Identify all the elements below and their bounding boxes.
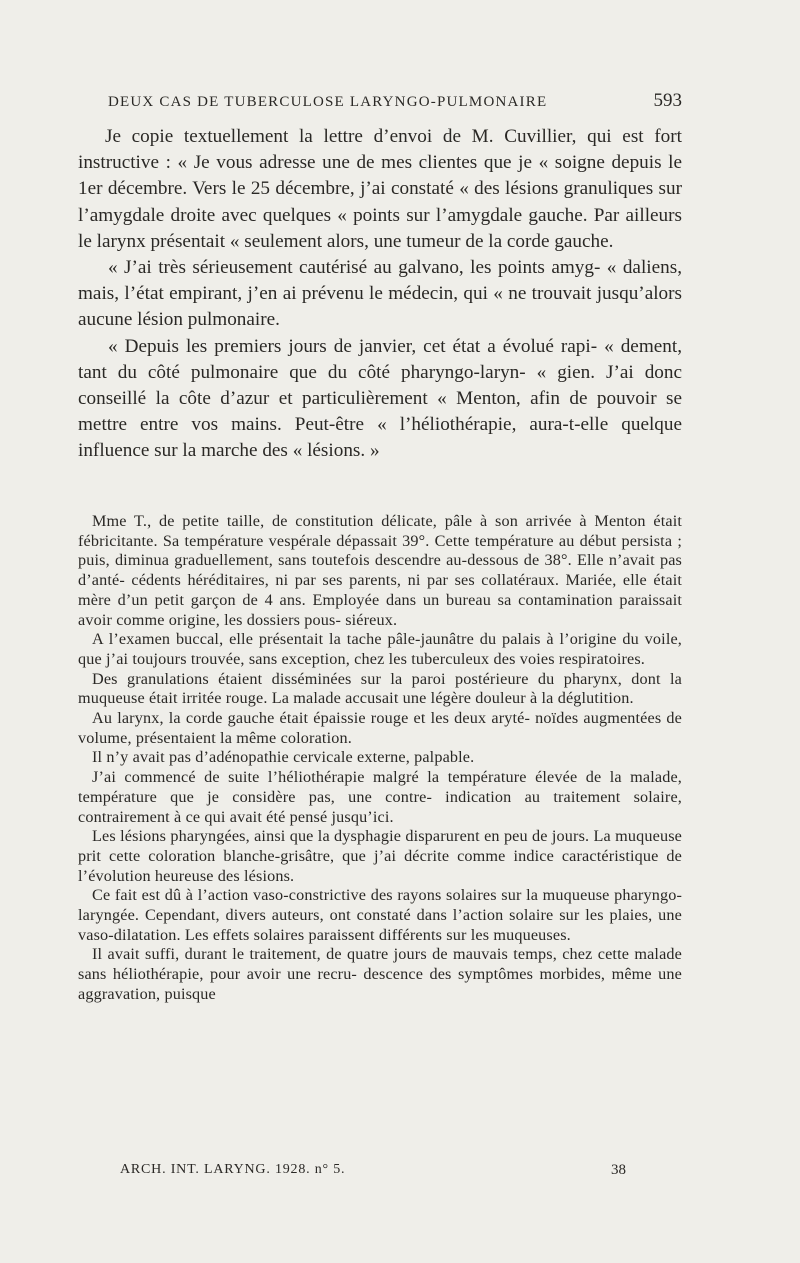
body-paragraph: Les lésions pharyngées, ainsi que la dysphagie disparurent en peu de jours. La muqueuse prit cette coloration blanche-grisâtre, que j’ai décrite comme indice caractéristique de l’évolution heureuse des lésions.	[78, 827, 682, 885]
sheet-number: 38	[611, 1162, 626, 1178]
body-paragraph: Mme T., de petite taille, de constitution délicate, pâle à son arrivée à Menton était fébricitante. Sa température vespérale dépassait 39°. Cette température au début persista ; puis, diminua graduellement, sans toutefois descendre au-dessous de 38°. Elle n’avait pas d’anté- cédents héréditaires, ni par ses parents, ni par ses collatéraux. Mariée, elle était mère d’un petit garçon de 4 ans. Employée dans un bureau sa contamination paraissait avoir comme origine, les dossiers pous- siéreux.	[78, 512, 682, 629]
letter-paragraph: « Depuis les premiers jours de janvier, cet état a évolué rapi- « dement, tant du côté pulmonaire que du côté pharyngo-laryn- « gien. J’ai donc conseillé la côte d’azur et particulièrement « Menton, afin de pouvoir se mettre entre vos mains. Peut-être « l’héliothérapie, aura-t-elle quelque influence sur la marche des « lésions. »	[78, 335, 682, 462]
body-paragraph: Il n’y avait pas d’adénopathie cervicale externe, palpable.	[92, 748, 475, 767]
body-paragraph: Il avait suffi, durant le traitement, de quatre jours de mauvais temps, chez cette malade sans héliothérapie, pour avoir une recru- descence des symptômes morbides, même une aggravation, puisque	[78, 945, 682, 1003]
body-paragraph: Au larynx, la corde gauche était épaissie rouge et les deux aryté- noïdes augmentées de volume, présentaient la même coloration.	[78, 709, 682, 747]
running-header	[108, 90, 682, 112]
body-paragraph: J’ai commencé de suite l’héliothérapie malgré la température élevée de la malade, température que je considère pas, une contre- indication au traitement solaire, contrairement à ce qui avait été pensé jusqu’ici.	[78, 768, 682, 826]
page-footer	[120, 1162, 626, 1179]
journal-reference: ARCH. INT. LARYNG. 1928. n° 5.	[120, 1162, 346, 1177]
body-paragraph: Ce fait est dû à l’action vaso-constrictive des rayons solaires sur la muqueuse pharyngo-laryngée. Cependant, divers auteurs, ont constaté dans l’action solaire sur les plaies, une vaso-dilatation. Les effets solaires paraissent différents sur les muqueuses.	[78, 886, 682, 944]
running-title: DEUX CAS DE TUBERCULOSE LARYNGO-PULMONAIRE	[108, 94, 548, 110]
body-paragraph: Des granulations étaient disséminées sur la paroi postérieure du pharynx, dont la muqueuse était irritée rouge. La malade accusait une légère douleur à la déglutition.	[78, 669, 682, 708]
letter-quote	[78, 124, 682, 465]
letter-paragraph: Je copie textuellement la lettre d’envoi de M. Cuvillier, qui est fort instructive : « Je vous adresse une de mes clientes que je « soigne depuis le 1er décembre. Vers le 25 décembre, j’ai constaté « des lésions granuliques sur l’amygdale droite avec quelques « points sur l’amygdale gauche. Par ailleurs le larynx présentait « seulement alors, une tumeur de la corde gauche.	[78, 126, 682, 252]
page-number: 593	[653, 90, 682, 111]
body-paragraph: A l’examen buccal, elle présentait la tache pâle-jaunâtre du palais à l’origine du voile, que j’ai toujours trouvée, sans exception, chez les tuberculeux des voies respiratoires.	[78, 630, 682, 668]
case-report	[78, 512, 682, 1005]
letter-paragraph: « J’ai très sérieusement cautérisé au galvano, les points amyg- « daliens, mais, l’état empirant, j’en ai prévenu le médecin, qui « ne trouvait jusqu’alors aucune lésion pulmonaire.	[78, 257, 682, 331]
